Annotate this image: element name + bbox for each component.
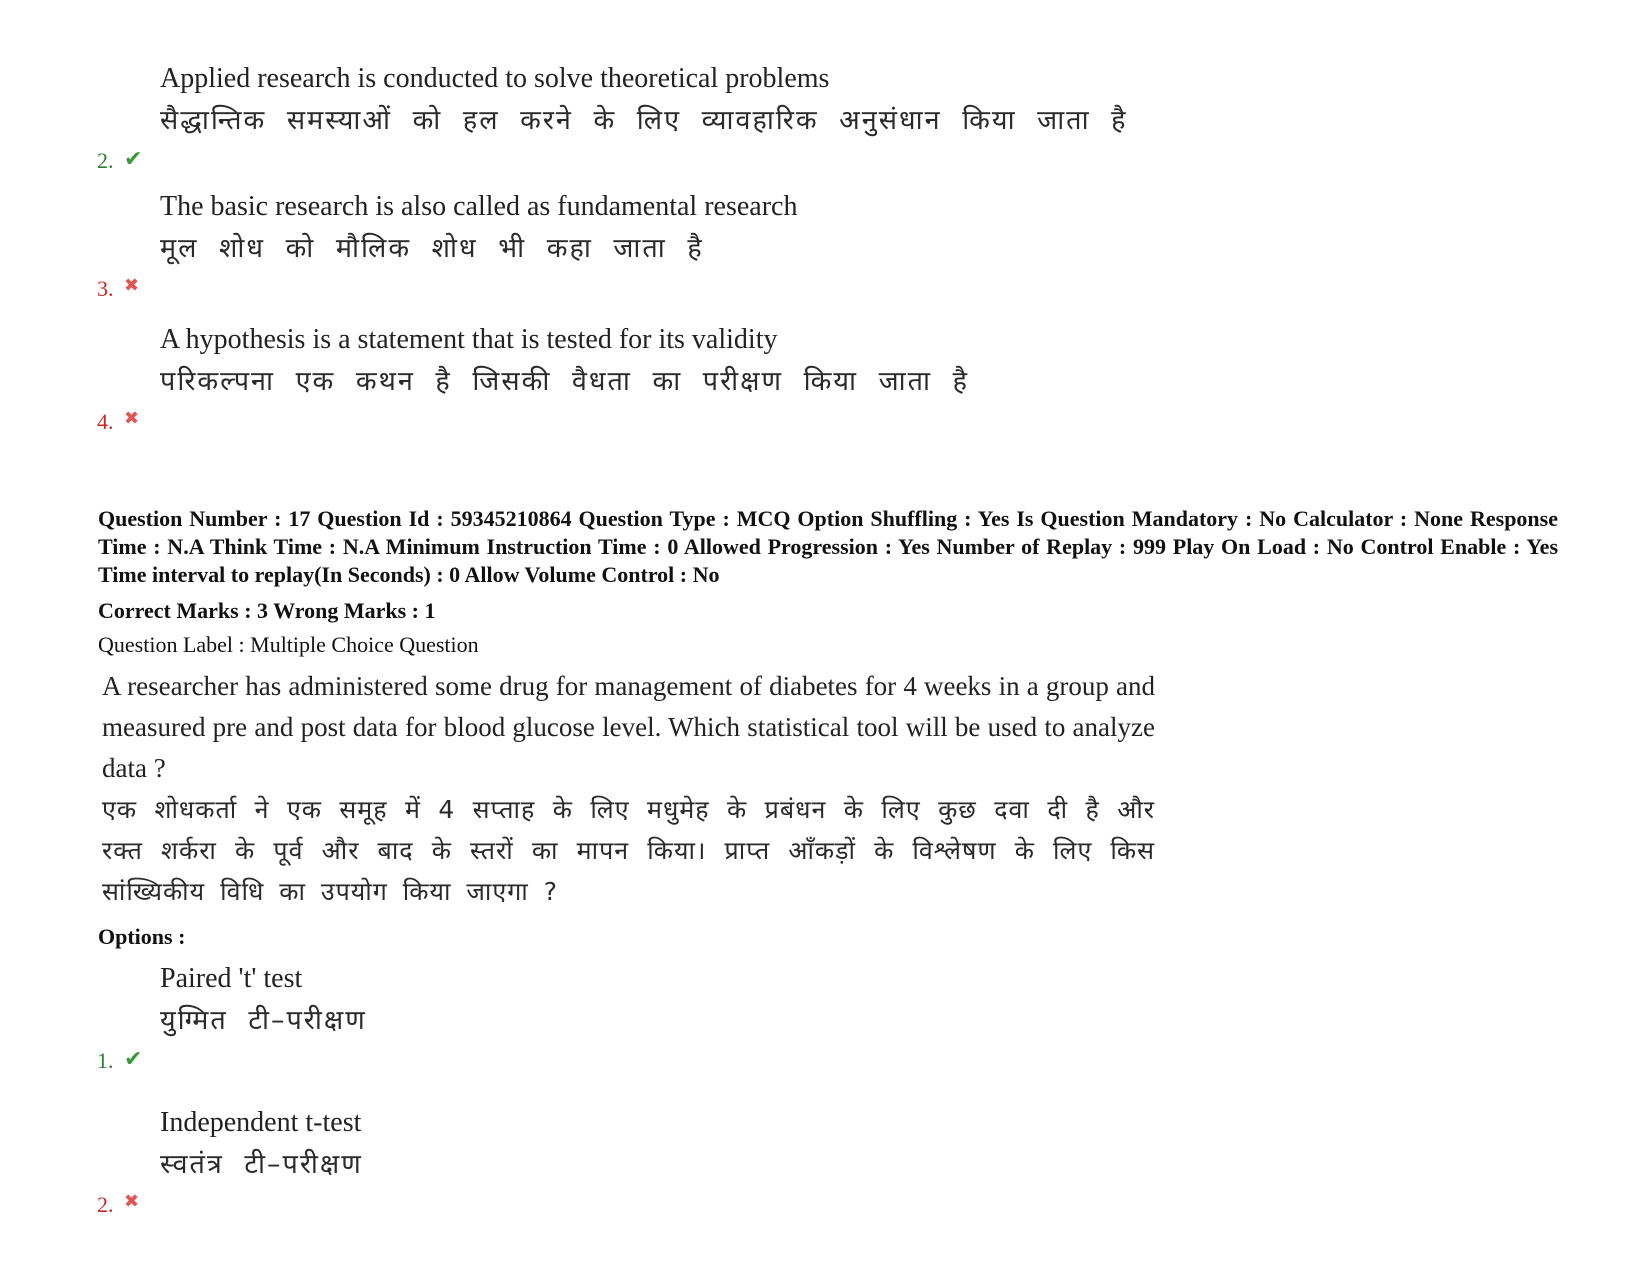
- option-text-hi: मूल शोध को मौलिक शोध भी कहा जाता है: [160, 233, 704, 264]
- question-marks: Correct Marks : 3 Wrong Marks : 1: [98, 598, 436, 623]
- prev-option-4: [0, 323, 1200, 433]
- option-text-hi: स्वतंत्र टी–परीक्षण: [160, 1149, 363, 1180]
- option-number: 2.: [97, 148, 114, 173]
- cross-icon: ✖: [124, 408, 140, 429]
- option-number: 1.: [97, 1048, 114, 1073]
- option-text-en: Paired 't' test: [160, 963, 303, 994]
- option-text-en: Applied research is conducted to solve theoretical problems: [160, 63, 830, 94]
- question-label: Question Label : Multiple Choice Question: [98, 632, 479, 657]
- question-text-hi: एक शोधकर्ता ने एक समूह में 4 सप्ताह के लिए मधुमेह के प्रबंधन के लिए कुछ दवा दी है और रक्त शर्करा के पूर्व और बाद के स्तरों का मापन किया। प्राप्त आँकड़ों के विश्लेषण के लिए किस सांख्यिकीय विधि का उपयोग किया जाएगा ?: [102, 795, 1155, 906]
- option-1: [0, 962, 1200, 1072]
- prev-option-2: [0, 62, 1200, 172]
- question-text-en: A researcher has administered some drug for management of diabetes for 4 weeks in a group and measured pre and post data for blood glucose level. Which statistical tool will be used to analyze data ?: [102, 671, 1155, 783]
- cross-icon: ✖: [124, 1191, 140, 1212]
- question-meta: Question Number : 17 Question Id : 59345210864 Question Type : MCQ Option Shuffling : Yes Is Question Mandatory : No Calculator : None Response Time : N.A Think Time : N.A Minimum Instruction Time : 0 Allowed Progression : Yes Number of Replay : 999 Play On Load : No Control Enable : Yes Time interval to replay(In Seconds) : 0 Allow Volume Control : No: [98, 506, 1558, 587]
- option-text-en: A hypothesis is a statement that is tested for its validity: [160, 324, 778, 355]
- cross-icon: ✖: [124, 275, 140, 296]
- options-heading: Options :: [98, 924, 186, 949]
- check-icon: ✔: [124, 147, 143, 172]
- check-icon: ✔: [124, 1047, 143, 1072]
- option-text-hi: युग्मित टी–परीक्षण: [160, 1005, 367, 1036]
- option-text-hi: सैद्धान्तिक समस्याओं को हल करने के लिए व्यावहारिक अनुसंधान किया जाता है: [160, 105, 1128, 136]
- option-text-en: Independent t-test: [160, 1107, 362, 1138]
- option-text-hi: परिकल्पना एक कथन है जिसकी वैधता का परीक्षण किया जाता है: [160, 366, 969, 397]
- option-number: 3.: [97, 276, 114, 301]
- option-text-en: The basic research is also called as fundamental research: [160, 191, 798, 222]
- prev-option-3: [0, 190, 1200, 300]
- option-number: 2.: [97, 1192, 114, 1217]
- option-number: 4.: [97, 409, 114, 434]
- option-2: [0, 1106, 1200, 1216]
